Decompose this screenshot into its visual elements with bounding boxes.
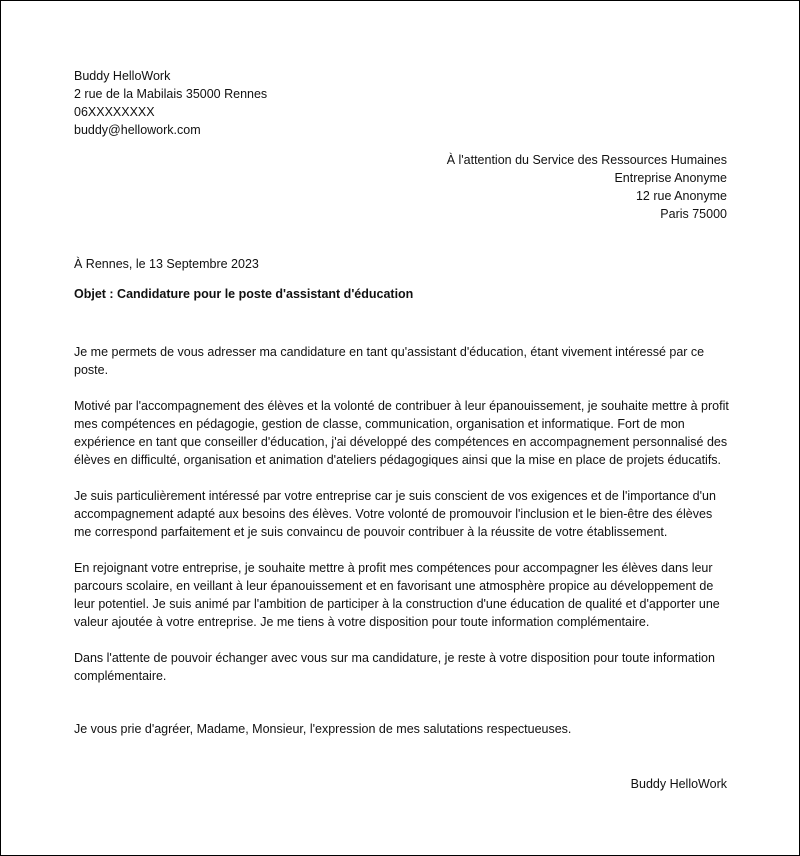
sender-address: 2 rue de la Mabilais 35000 Rennes [74, 87, 268, 101]
letter-body [74, 343, 730, 703]
body-paragraph: Dans l'attente de pouvoir échanger avec vous sur ma candidature, je reste à votre disposition pour toute information complémentaire. [74, 651, 715, 683]
sender-name: Buddy HelloWork [74, 69, 171, 83]
recipient-company: Entreprise Anonyme [614, 171, 727, 185]
body-paragraph: Motivé par l'accompagnement des élèves et la volonté de contribuer à leur épanouissement, je souhaite mettre à profit mes compétences en pédagogie, gestion de classe, communication, organisation et informatique. Fort de mon expérience en tant que conseiller d'éducation, j'ai développé des compétences en accompagnement personnalisé des élèves en difficulté, organisation et animation d'ateliers pédagogiques ainsi que la mise en place de projets éducatifs. [74, 399, 729, 467]
body-paragraph: Je suis particulièrement intéressé par votre entreprise car je suis conscient de vos exigences et de l'importance d'un accompagnement adapté aux besoins des élèves. Votre volonté de promouvoir l'inclusion et le bien-être des élèves me correspond parfaitement et je suis convaincu de pouvoir contribuer à la réussite de votre établissement. [74, 489, 716, 539]
letter-date: À Rennes, le 13 Septembre 2023 [74, 257, 259, 271]
sender-block [74, 67, 267, 139]
recipient-city: Paris 75000 [660, 207, 727, 221]
recipient-street: 12 rue Anonyme [635, 189, 727, 203]
sender-phone: 06XXXXXXXX [74, 105, 155, 119]
body-paragraph: En rejoignant votre entreprise, je souhaite mettre à profit mes compétences pour accompagner les élèves dans leur parcours scolaire, en veillant à leur épanouissement et en favorisant une atmosphère propice au développement de leur potentiel. Je suis animé par l'ambition de participer à la construction d'une éducation de qualité et d'apporter une valeur ajoutée à votre entreprise. Je me tiens à votre disposition pour toute information complémentaire. [74, 561, 720, 629]
sender-email: buddy@hellowork.com [74, 123, 201, 137]
body-paragraph: Je me permets de vous adresser ma candidature en tant qu'assistant d'éducation, étant vivement intéressé par ce poste. [74, 345, 705, 377]
letter-closing: Je vous prie d'agréer, Madame, Monsieur, l'expression de mes salutations respectueuses. [74, 722, 572, 736]
recipient-block [447, 151, 727, 223]
letter-signature: Buddy HelloWork [630, 777, 727, 791]
recipient-attention: À l'attention du Service des Ressources Humaines [446, 153, 727, 167]
letter-subject: Objet : Candidature pour le poste d'assistant d'éducation [74, 287, 414, 301]
